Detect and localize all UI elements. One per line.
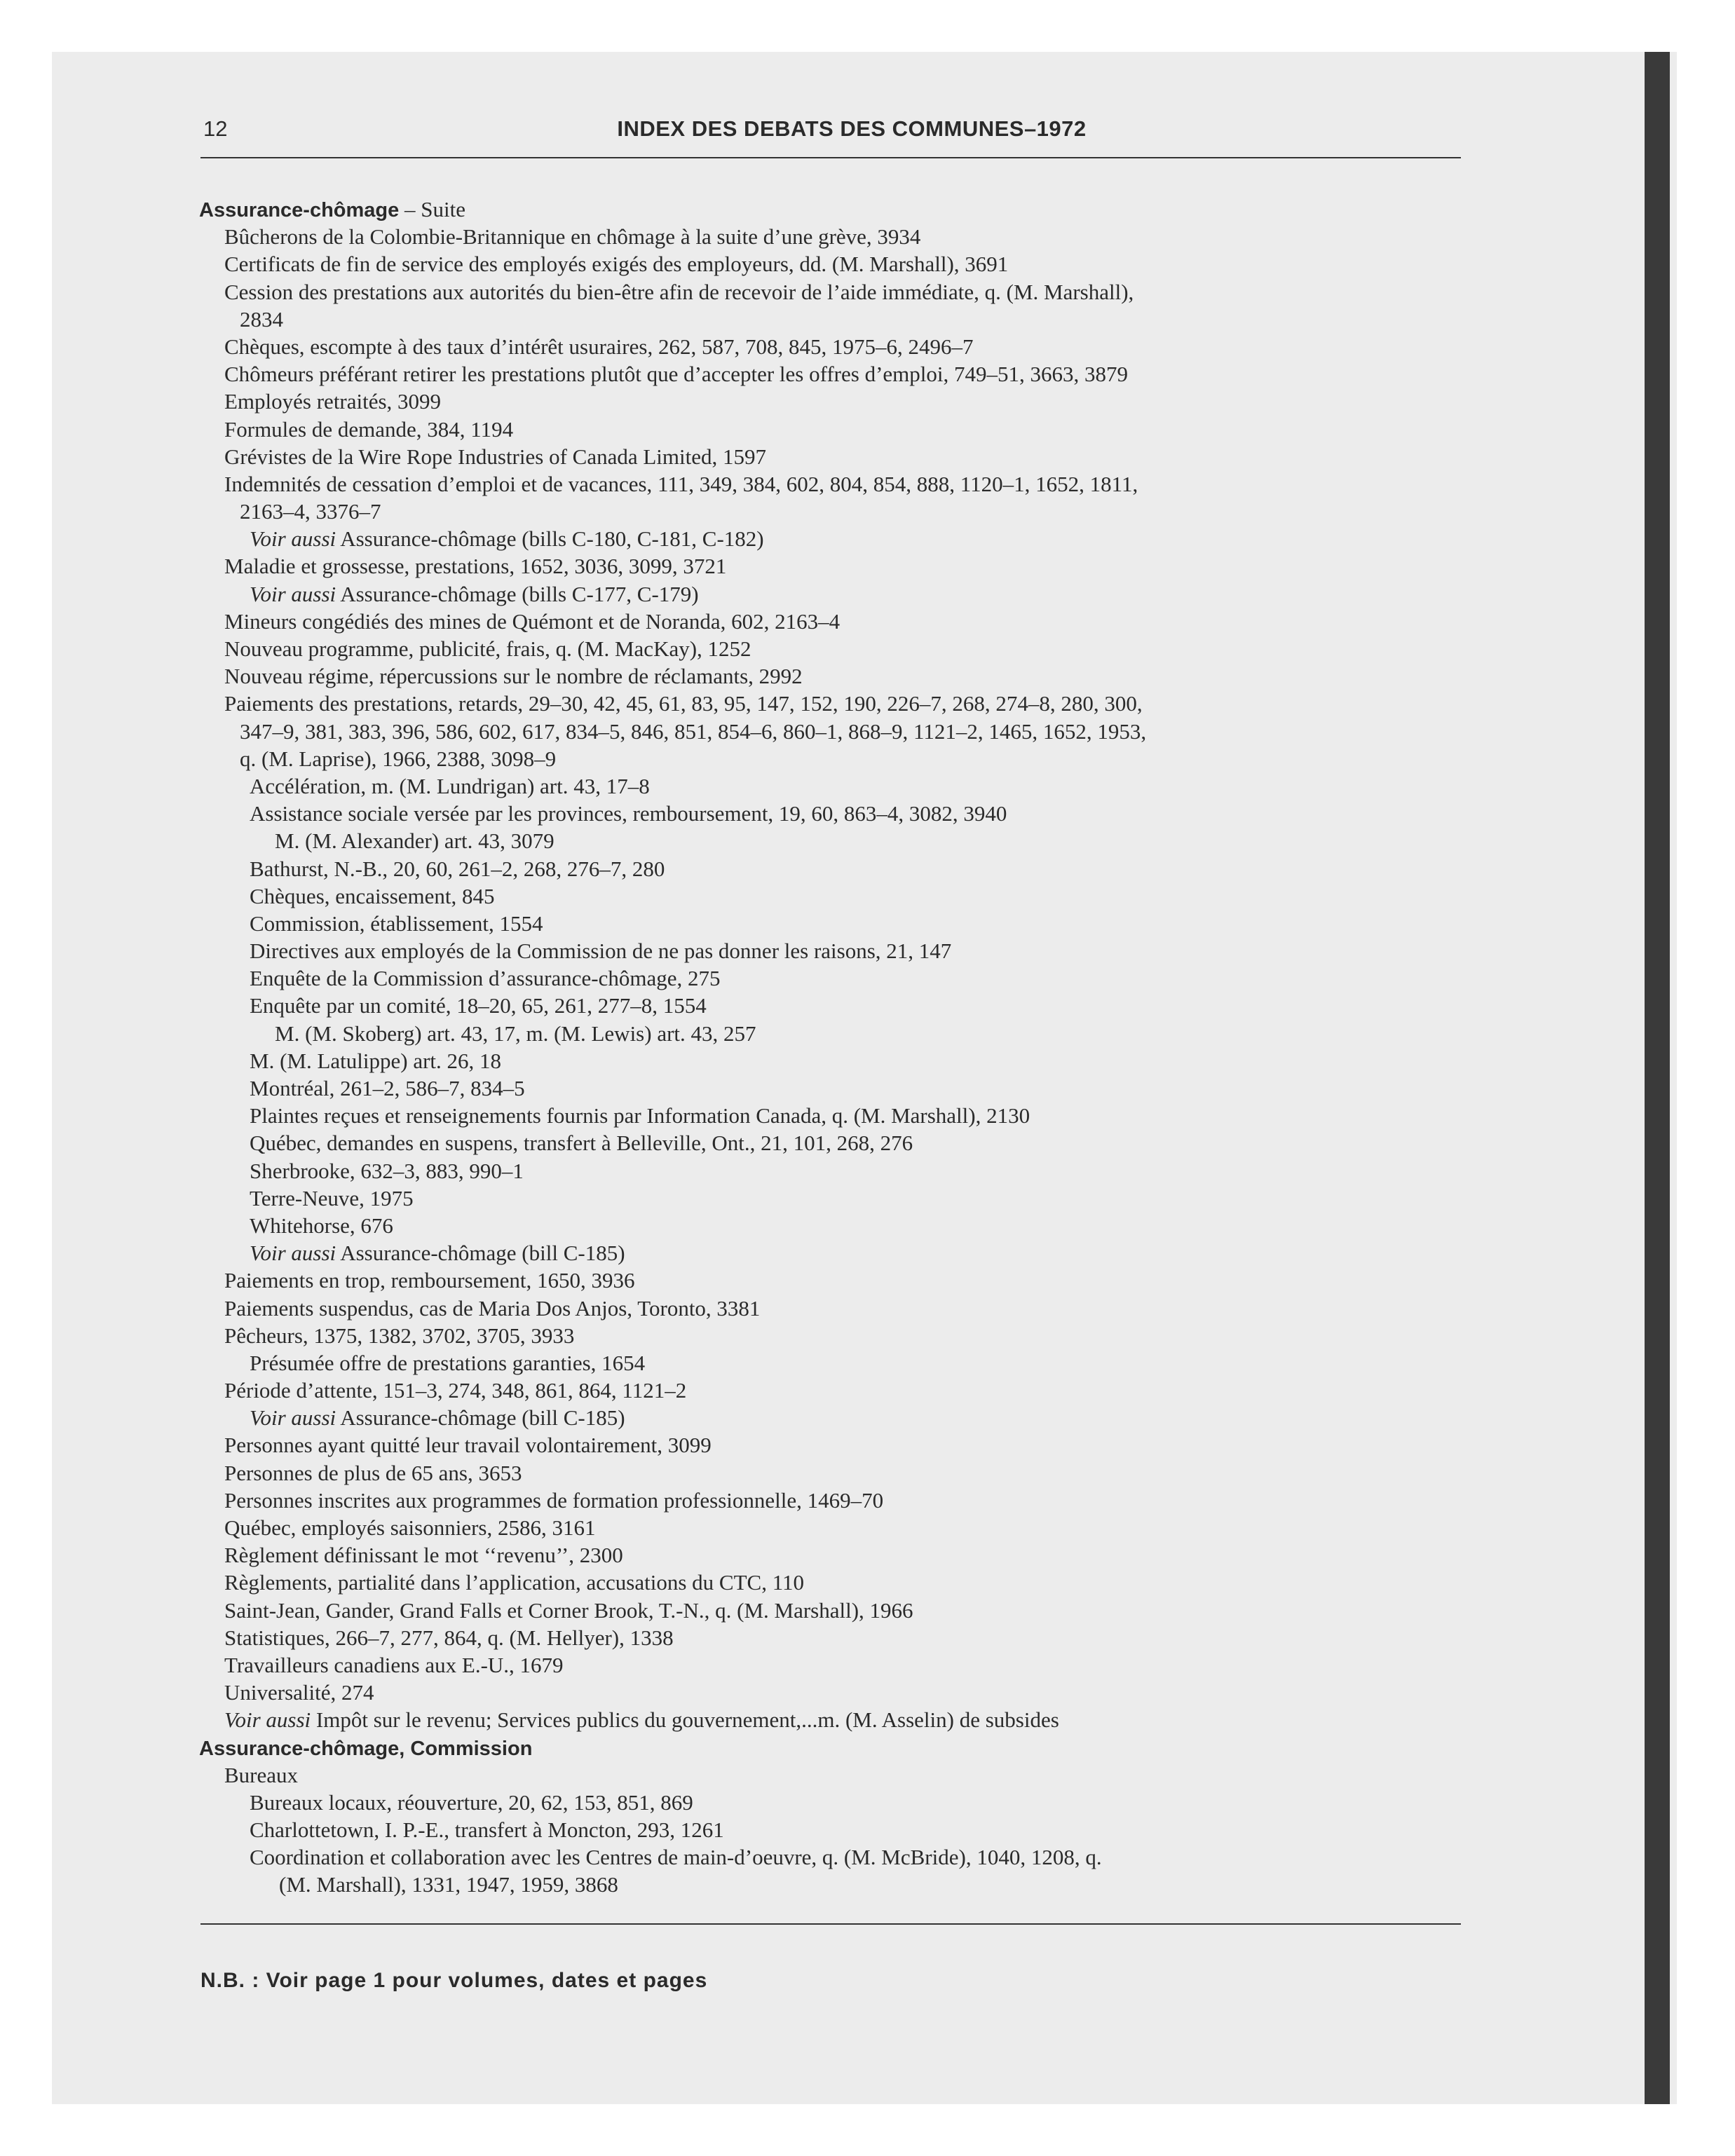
index-entry — [199, 552, 1468, 580]
index-entry — [199, 745, 1468, 772]
entry-text: Charlottetown, I. P.-E., transfert à Moncton, 293, 1261 — [250, 1817, 724, 1843]
index-entry — [199, 416, 1468, 443]
entry-text: Assistance sociale versée par les provinces, remboursement, 19, 60, 863–4, 3082, 3940 — [250, 801, 1007, 826]
index-entry — [199, 992, 1468, 1019]
index-entry — [199, 662, 1468, 690]
index-entry — [199, 1843, 1468, 1871]
footer-rule — [200, 1923, 1461, 1925]
index-entry — [199, 1239, 1468, 1267]
entry-text: Pêcheurs, 1375, 1382, 3702, 3705, 3933 — [224, 1323, 575, 1348]
index-entry — [199, 1404, 1468, 1431]
entry-text: Bureaux — [224, 1762, 299, 1787]
entry-text: Commission, établissement, 1554 — [250, 910, 543, 936]
page-number: 12 — [203, 116, 228, 141]
entry-text: Directives aux employés de la Commission de ne pas donner les raisons, 21, 147 — [250, 939, 952, 964]
index-entry — [199, 1267, 1468, 1294]
index-entry — [199, 1157, 1468, 1185]
index-entry — [199, 1074, 1468, 1102]
header-rule — [200, 157, 1461, 158]
entry-text: Terre-Neuve, 1975 — [250, 1185, 414, 1210]
index-entry — [199, 882, 1468, 910]
index-entry — [199, 772, 1468, 800]
entry-text: Universalité, 274 — [224, 1680, 374, 1705]
index-entry — [199, 1020, 1468, 1047]
index-entry — [199, 1185, 1468, 1212]
entry-text: Coordination et collaboration avec les Centres de main-d’oeuvre, q. (M. McBride), 1040, 1208, q. — [250, 1845, 1102, 1870]
index-entry — [199, 1377, 1468, 1404]
index-entry — [199, 1459, 1468, 1487]
entry-text: Travailleurs canadiens aux E.-U., 1679 — [224, 1652, 564, 1677]
index-entry — [199, 1597, 1468, 1624]
entry-text: Bathurst, N.-B., 20, 60, 261–2, 268, 276–7, 280 — [250, 856, 665, 881]
entry-text: Québec, employés saisonniers, 2586, 3161 — [224, 1515, 596, 1540]
index-entry — [199, 1541, 1468, 1569]
entry-text: Cession des prestations aux autorités du bien-être afin de recevoir de l’aide immédiate, q. (M. Marshall), — [224, 279, 1134, 304]
see-also-label: Voir aussi — [250, 1241, 336, 1266]
see-also-label: Voir aussi — [250, 526, 336, 552]
entry-text: (M. Marshall), 1331, 1947, 1959, 3868 — [279, 1872, 618, 1897]
entry-text: Enquête de la Commission d’assurance-chômage, 275 — [250, 966, 721, 991]
entry-text: Employés retraités, 3099 — [224, 389, 442, 414]
entry-text: Whitehorse, 676 — [250, 1213, 393, 1238]
index-entries — [199, 196, 1468, 1899]
entry-text: Présumée offre de prestations garanties, 1654 — [250, 1350, 646, 1375]
see-also-label: Voir aussi — [250, 1405, 336, 1431]
index-entry — [199, 718, 1468, 745]
index-entry — [199, 1295, 1468, 1322]
entry-text: 2834 — [240, 306, 283, 332]
entry-text: Personnes ayant quitté leur travail volontairement, 3099 — [224, 1433, 712, 1458]
entry-text: Grévistes de la Wire Rope Industries of Canada Limited, 1597 — [224, 444, 766, 469]
index-entry — [199, 910, 1468, 937]
entry-text: Période d’attente, 151–3, 274, 348, 861, 864, 1121–2 — [224, 1378, 687, 1403]
index-entry — [199, 800, 1468, 827]
index-entry — [199, 278, 1468, 306]
index-entry — [199, 1349, 1468, 1377]
entry-text: – Suite — [399, 197, 466, 221]
entry-text: Montréal, 261–2, 586–7, 834–5 — [250, 1076, 525, 1100]
entry-text: Personnes de plus de 65 ans, 3653 — [224, 1460, 522, 1485]
entry-text: Chèques, encaissement, 845 — [250, 883, 495, 908]
index-entry — [199, 937, 1468, 964]
index-entry — [199, 333, 1468, 360]
entry-text: Sherbrooke, 632–3, 883, 990–1 — [250, 1158, 524, 1183]
index-entry — [199, 250, 1468, 278]
index-entry — [199, 1789, 1468, 1816]
entry-text: Nouveau régime, répercussions sur le nombre de réclamants, 2992 — [224, 664, 803, 689]
index-entry — [199, 855, 1468, 882]
page-header — [203, 116, 1458, 151]
index-entry — [199, 1514, 1468, 1541]
entry-text: 2163–4, 3376–7 — [240, 499, 381, 524]
entry-text: M. (M. Latulippe) art. 26, 18 — [250, 1048, 502, 1073]
entry-text: Paiements des prestations, retards, 29–30, 42, 45, 61, 83, 95, 147, 152, 190, 226–7, 268, 274–8, 280, 300, — [224, 691, 1143, 716]
index-entry — [199, 1624, 1468, 1651]
entry-text: Bureaux locaux, réouverture, 20, 62, 153, 851, 869 — [250, 1789, 693, 1815]
entry-text: Statistiques, 266–7, 277, 864, q. (M. Hellyer), 1338 — [224, 1625, 674, 1650]
entry-text: Saint-Jean, Gander, Grand Falls et Corner Brook, T.-N., q. (M. Marshall), 1966 — [224, 1597, 913, 1623]
index-entry — [199, 360, 1468, 388]
index-entry — [199, 1679, 1468, 1706]
see-also-label: Voir aussi — [224, 1707, 311, 1733]
entry-text: Impôt sur le revenu; Services publics du gouvernement,...m. (M. Asselin) de subsides — [311, 1707, 1059, 1733]
index-entry — [199, 1487, 1468, 1514]
index-heading — [199, 196, 1468, 223]
entry-text: Bûcherons de la Colombie-Britannique en chômage à la suite d’une grève, 3934 — [224, 224, 921, 250]
index-entry — [199, 1047, 1468, 1074]
entry-text: Formules de demande, 384, 1194 — [224, 416, 514, 442]
entry-text: Personnes inscrites aux programmes de formation professionnelle, 1469–70 — [224, 1487, 884, 1513]
index-heading — [199, 1734, 1468, 1761]
heading-text: Assurance-chômage, Commission — [199, 1737, 533, 1760]
entry-text: Assurance-chômage (bill C-185) — [336, 1405, 625, 1431]
entry-text: Assurance-chômage (bills C-180, C-181, C-182) — [336, 526, 764, 552]
index-entry — [199, 388, 1468, 415]
index-entry — [199, 1761, 1468, 1789]
entry-text: Certificats de fin de service des employés exigés des employeurs, dd. (M. Marshall), 3691 — [224, 252, 1009, 277]
index-entry — [199, 635, 1468, 662]
see-also-label: Voir aussi — [250, 581, 336, 606]
entry-text: Accélération, m. (M. Lundrigan) art. 43, 17–8 — [250, 773, 650, 798]
index-entry — [199, 1651, 1468, 1679]
index-entry — [199, 498, 1468, 525]
index-entry — [199, 1102, 1468, 1129]
index-entry — [199, 443, 1468, 470]
entry-text: 347–9, 381, 383, 396, 586, 602, 617, 834–5, 846, 851, 854–6, 860–1, 868–9, 1121–2, 1465, 1652, 1953, — [240, 718, 1147, 744]
entry-text: Chômeurs préférant retirer les prestations plutôt que d’accepter les offres d’emploi, 749–51, 3663, 3879 — [224, 362, 1128, 387]
index-entry — [199, 1816, 1468, 1843]
index-entry — [199, 580, 1468, 608]
entry-text: Nouveau programme, publicité, frais, q. (M. MacKay), 1252 — [224, 636, 751, 661]
index-entry — [199, 964, 1468, 992]
entry-text: Règlements, partialité dans l’application, accusations du CTC, 110 — [224, 1570, 805, 1595]
entry-text: Chèques, escompte à des taux d’intérêt usuraires, 262, 587, 708, 845, 1975–6, 2496–7 — [224, 334, 974, 359]
index-entry — [199, 1871, 1468, 1898]
index-entry — [199, 690, 1468, 717]
index-entry — [199, 1212, 1468, 1239]
index-entry — [199, 1129, 1468, 1157]
entry-text: q. (M. Laprise), 1966, 2388, 3098–9 — [240, 746, 557, 771]
entry-text: Maladie et grossesse, prestations, 1652, 3036, 3099, 3721 — [224, 554, 727, 579]
index-entry — [199, 223, 1468, 250]
binding-edge — [1645, 52, 1670, 2104]
entry-text: M. (M. Skoberg) art. 43, 17, m. (M. Lewis) art. 43, 257 — [275, 1021, 756, 1046]
index-entry — [199, 1322, 1468, 1349]
index-entry — [199, 827, 1468, 854]
heading-text: Assurance-chômage — [199, 199, 400, 221]
footnote: N.B. : Voir page 1 pour volumes, dates et pages — [200, 1969, 708, 1992]
entry-text: Plaintes reçues et renseignements fournis par Information Canada, q. (M. Marshall), 2130 — [250, 1103, 1030, 1128]
page-title: INDEX DES DEBATS DES COMMUNES–1972 — [617, 116, 1087, 141]
entry-text: Paiements suspendus, cas de Maria Dos Anjos, Toronto, 3381 — [224, 1295, 761, 1321]
index-entry — [199, 1706, 1468, 1733]
entry-text: Québec, demandes en suspens, transfert à Belleville, Ont., 21, 101, 268, 276 — [250, 1131, 913, 1156]
entry-text: Mineurs congédiés des mines de Quémont et de Noranda, 602, 2163–4 — [224, 608, 841, 634]
index-entry — [199, 470, 1468, 498]
entry-text: Assurance-chômage (bills C-177, C-179) — [336, 581, 699, 606]
entry-text: M. (M. Alexander) art. 43, 3079 — [275, 828, 554, 854]
index-entry — [199, 608, 1468, 635]
index-entry — [199, 1431, 1468, 1459]
index-entry — [199, 525, 1468, 552]
entry-text: Paiements en trop, remboursement, 1650, 3936 — [224, 1268, 635, 1293]
index-entry — [199, 306, 1468, 333]
index-entry — [199, 1569, 1468, 1596]
entry-text: Règlement définissant le mot ‘‘revenu’’, 2300 — [224, 1543, 623, 1568]
entry-text: Enquête par un comité, 18–20, 65, 261, 277–8, 1554 — [250, 993, 707, 1018]
entry-text: Assurance-chômage (bill C-185) — [336, 1241, 625, 1266]
entry-text: Indemnités de cessation d’emploi et de vacances, 111, 349, 384, 602, 804, 854, 888, 1120–1, 1652, 1811, — [224, 471, 1138, 496]
